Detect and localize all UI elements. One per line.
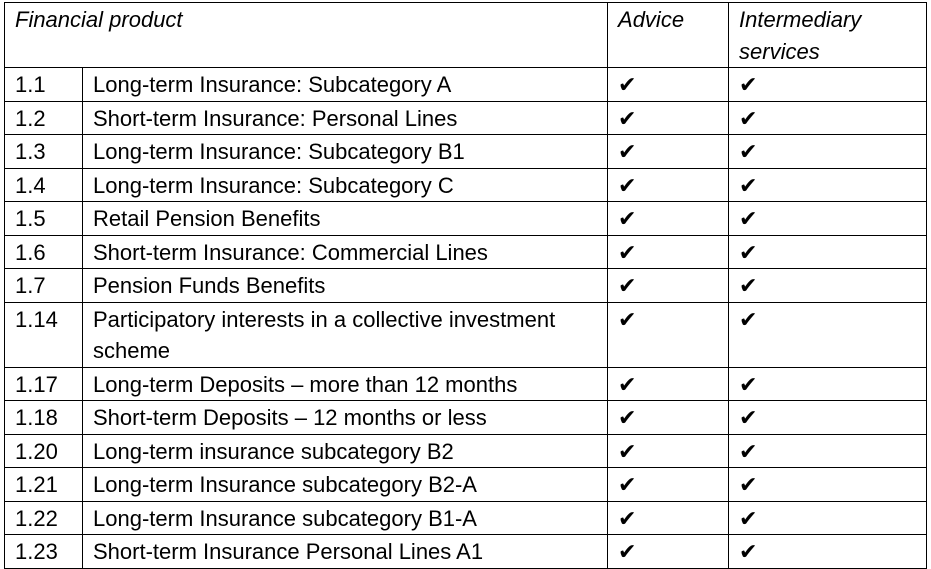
table-row xyxy=(5,269,927,303)
advice-check-icon: ✔ xyxy=(608,535,729,569)
table-row xyxy=(5,535,927,569)
advice-check-icon: ✔ xyxy=(608,468,729,502)
intermediary-check-icon: ✔ xyxy=(729,468,927,502)
table-row xyxy=(5,501,927,535)
product-code: 1.20 xyxy=(5,434,83,468)
financial-products-table xyxy=(4,2,927,569)
table-row xyxy=(5,135,927,169)
advice-check-icon: ✔ xyxy=(608,367,729,401)
intermediary-check-icon: ✔ xyxy=(729,501,927,535)
product-code: 1.23 xyxy=(5,535,83,569)
product-code: 1.17 xyxy=(5,367,83,401)
intermediary-check-icon: ✔ xyxy=(729,434,927,468)
product-code: 1.2 xyxy=(5,101,83,135)
advice-check-icon: ✔ xyxy=(608,101,729,135)
header-advice: Advice xyxy=(608,3,729,68)
intermediary-check-icon: ✔ xyxy=(729,135,927,169)
intermediary-check-icon: ✔ xyxy=(729,302,927,367)
product-name: Retail Pension Benefits xyxy=(83,202,608,236)
product-name: Short-term Insurance: Personal Lines xyxy=(83,101,608,135)
advice-check-icon: ✔ xyxy=(608,269,729,303)
product-name: Short-term Insurance Personal Lines A1 xyxy=(83,535,608,569)
advice-check-icon: ✔ xyxy=(608,135,729,169)
advice-check-icon: ✔ xyxy=(608,235,729,269)
advice-check-icon: ✔ xyxy=(608,168,729,202)
table-row xyxy=(5,101,927,135)
product-name: Long-term Insurance: Subcategory B1 xyxy=(83,135,608,169)
product-code: 1.1 xyxy=(5,68,83,102)
table-row xyxy=(5,168,927,202)
table-row xyxy=(5,401,927,435)
advice-check-icon: ✔ xyxy=(608,302,729,367)
product-code: 1.18 xyxy=(5,401,83,435)
advice-check-icon: ✔ xyxy=(608,401,729,435)
product-code: 1.7 xyxy=(5,269,83,303)
product-name: Long-term Insurance: Subcategory C xyxy=(83,168,608,202)
intermediary-check-icon: ✔ xyxy=(729,235,927,269)
intermediary-check-icon: ✔ xyxy=(729,202,927,236)
product-name: Pension Funds Benefits xyxy=(83,269,608,303)
table-row xyxy=(5,367,927,401)
product-code: 1.4 xyxy=(5,168,83,202)
product-name: Long-term insurance subcategory B2 xyxy=(83,434,608,468)
header-financial-product: Financial product xyxy=(5,3,608,68)
intermediary-check-icon: ✔ xyxy=(729,367,927,401)
table-row xyxy=(5,434,927,468)
product-name: Long-term Deposits – more than 12 months xyxy=(83,367,608,401)
advice-check-icon: ✔ xyxy=(608,202,729,236)
product-code: 1.6 xyxy=(5,235,83,269)
product-code: 1.14 xyxy=(5,302,83,367)
product-code: 1.5 xyxy=(5,202,83,236)
product-name: Long-term Insurance subcategory B1-A xyxy=(83,501,608,535)
advice-check-icon: ✔ xyxy=(608,68,729,102)
product-name: Short-term Insurance: Commercial Lines xyxy=(83,235,608,269)
product-name: Long-term Insurance: Subcategory A xyxy=(83,68,608,102)
advice-check-icon: ✔ xyxy=(608,434,729,468)
intermediary-check-icon: ✔ xyxy=(729,101,927,135)
table-header-row xyxy=(5,3,927,68)
product-name: Participatory interests in a collective investment scheme xyxy=(83,302,608,367)
table-row xyxy=(5,235,927,269)
intermediary-check-icon: ✔ xyxy=(729,269,927,303)
product-code: 1.3 xyxy=(5,135,83,169)
advice-check-icon: ✔ xyxy=(608,501,729,535)
table-row xyxy=(5,68,927,102)
header-intermediary-services: Intermediary services xyxy=(729,3,927,68)
intermediary-check-icon: ✔ xyxy=(729,535,927,569)
product-code: 1.22 xyxy=(5,501,83,535)
intermediary-check-icon: ✔ xyxy=(729,168,927,202)
intermediary-check-icon: ✔ xyxy=(729,401,927,435)
table-row xyxy=(5,468,927,502)
table-row xyxy=(5,302,927,367)
table-body xyxy=(5,68,927,569)
product-name: Short-term Deposits – 12 months or less xyxy=(83,401,608,435)
product-code: 1.21 xyxy=(5,468,83,502)
table-row xyxy=(5,202,927,236)
product-name: Long-term Insurance subcategory B2-A xyxy=(83,468,608,502)
intermediary-check-icon: ✔ xyxy=(729,68,927,102)
